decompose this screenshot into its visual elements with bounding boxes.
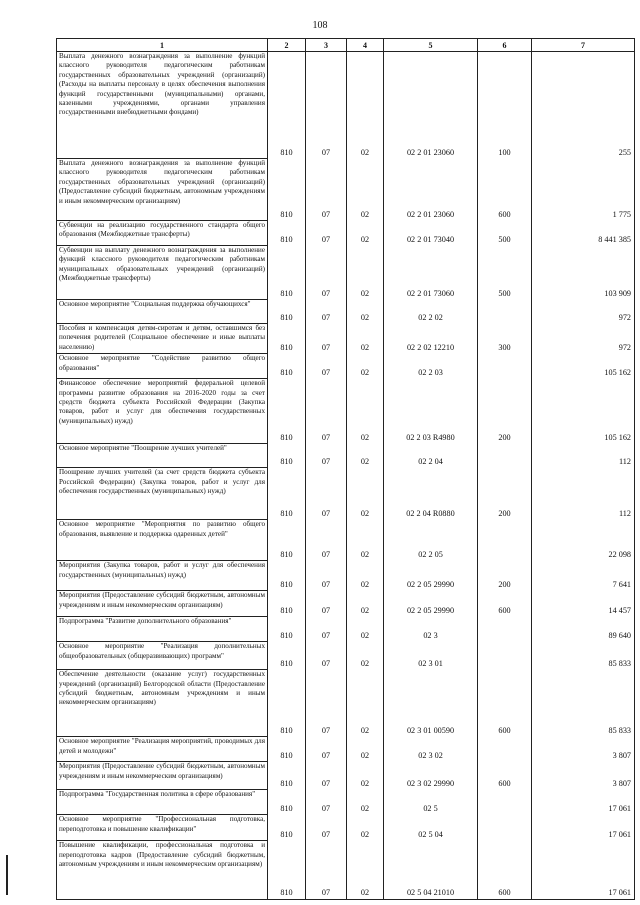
- table-body: [57, 52, 635, 900]
- row-col-7: 8 441 385: [532, 221, 635, 246]
- row-col-2: 810: [268, 444, 306, 468]
- header-col-7: 7: [532, 39, 635, 52]
- row-col-7: 3 807: [532, 737, 635, 762]
- row-col-7: 14 457: [532, 591, 635, 617]
- row-col-7: 17 061: [532, 841, 635, 900]
- row-col-5: 02 2 03: [384, 354, 478, 379]
- row-col-6: 600: [478, 841, 532, 900]
- table-row: [57, 246, 635, 300]
- header-col-6: 6: [478, 39, 532, 52]
- row-col-4: 02: [347, 737, 384, 762]
- row-col-7: 1 775: [532, 159, 635, 221]
- row-col-7: 85 833: [532, 642, 635, 670]
- row-name: Повышение квалификации, профессиональная подготовка и переподготовка кадров (Предоставление субсидий бюджетным, автономным учреждениям и иным некоммерческим организациям): [57, 841, 268, 900]
- row-col-3: 07: [306, 300, 347, 324]
- row-name: Пособия и компенсация детям-сиротам и детям, оставшимся без попечения родителей (Социальное обеспечение и иные выплаты населению): [57, 324, 268, 354]
- row-col-4: 02: [347, 520, 384, 561]
- row-col-2: 810: [268, 617, 306, 642]
- row-col-4: 02: [347, 762, 384, 790]
- row-col-4: 02: [347, 221, 384, 246]
- row-name: Основное мероприятие "Реализация мероприятий, проводимых для детей и молодежи": [57, 737, 268, 762]
- row-col-5: 02 5 04: [384, 815, 478, 841]
- row-col-7: 22 098: [532, 520, 635, 561]
- table-row: [57, 52, 635, 159]
- row-col-4: 02: [347, 617, 384, 642]
- row-col-3: 07: [306, 642, 347, 670]
- row-col-5: 02 2 04: [384, 444, 478, 468]
- row-col-6: [478, 617, 532, 642]
- row-col-6: 600: [478, 670, 532, 737]
- row-col-7: 972: [532, 324, 635, 354]
- row-name: Основное мероприятие "Мероприятия по развитию общего образования, выявление и поддержка одаренных детей": [57, 520, 268, 561]
- row-col-2: 810: [268, 354, 306, 379]
- row-col-6: 600: [478, 762, 532, 790]
- row-name: Обеспечение деятельности (оказание услуг) государственных учреждений (организаций) Белгородской области (Предоставление субсидий бюджетным, автономным учреждениям и иным некоммерческим организациям): [57, 670, 268, 737]
- table-row: [57, 591, 635, 617]
- row-name: Мероприятия (Предоставление субсидий бюджетным, автономным учреждениям и иным некоммерческим организациям): [57, 762, 268, 790]
- row-name: Выплата денежного вознаграждения за выполнение функций классного руководителя педагогическим работникам государственных образовательных учреждений (организаций) (Предоставление субсидий бюджетным, автономным учреждениям и иным некоммерческим организациям): [57, 159, 268, 221]
- row-name: Финансовое обеспечение мероприятий федеральной целевой программы развитие образования на 2016-2020 годы за счет средств бюджета субъекта Российской Федерации (Закупка товаров, работ и услуг для обеспечения государственных (муниципальных) нужд): [57, 379, 268, 444]
- row-col-7: 7 641: [532, 561, 635, 591]
- row-col-7: 112: [532, 468, 635, 520]
- row-col-4: 02: [347, 790, 384, 815]
- row-col-4: 02: [347, 670, 384, 737]
- row-name: Основное мероприятие "Поощрение лучших учителей": [57, 444, 268, 468]
- row-col-4: 02: [347, 591, 384, 617]
- row-col-7: 89 640: [532, 617, 635, 642]
- row-col-2: 810: [268, 52, 306, 159]
- table-row: [57, 354, 635, 379]
- row-col-3: 07: [306, 561, 347, 591]
- row-col-3: 07: [306, 670, 347, 737]
- row-col-2: 810: [268, 561, 306, 591]
- table-row: [57, 790, 635, 815]
- row-col-2: 810: [268, 300, 306, 324]
- row-col-6: [478, 520, 532, 561]
- row-col-3: 07: [306, 790, 347, 815]
- row-col-6: [478, 444, 532, 468]
- row-col-2: 810: [268, 159, 306, 221]
- row-col-7: 17 061: [532, 815, 635, 841]
- row-col-5: 02 3 02 29990: [384, 762, 478, 790]
- row-col-6: [478, 815, 532, 841]
- header-col-1: 1: [57, 39, 268, 52]
- header-col-5: 5: [384, 39, 478, 52]
- row-name: Основное мероприятие "Реализация дополнительных общеобразовательных (общеразвивающих) программ": [57, 642, 268, 670]
- row-col-7: 105 162: [532, 354, 635, 379]
- table-row: [57, 841, 635, 900]
- header-col-3: 3: [306, 39, 347, 52]
- row-col-3: 07: [306, 815, 347, 841]
- row-col-5: 02 3 01: [384, 642, 478, 670]
- row-name: Субвенции на выплату денежного вознаграждения за выполнение функций классного руководителя педагогическим работникам муниципальных образовательных учреждений (организаций) (Межбюджетные трансферты): [57, 246, 268, 300]
- row-col-4: 02: [347, 159, 384, 221]
- table-row: [57, 642, 635, 670]
- table-row: [57, 520, 635, 561]
- row-col-5: 02 2 01 23060: [384, 52, 478, 159]
- row-col-3: 07: [306, 520, 347, 561]
- row-col-6: 500: [478, 246, 532, 300]
- row-col-5: 02 2 02 12210: [384, 324, 478, 354]
- row-col-3: 07: [306, 468, 347, 520]
- row-col-5: 02 2 05 29990: [384, 591, 478, 617]
- row-col-6: [478, 737, 532, 762]
- budget-table: [56, 38, 635, 900]
- row-col-7: 3 807: [532, 762, 635, 790]
- row-col-3: 07: [306, 324, 347, 354]
- row-col-2: 810: [268, 246, 306, 300]
- row-col-4: 02: [347, 642, 384, 670]
- row-col-6: 100: [478, 52, 532, 159]
- row-col-3: 07: [306, 737, 347, 762]
- row-col-5: 02 5 04 21010: [384, 841, 478, 900]
- row-col-3: 07: [306, 221, 347, 246]
- row-col-4: 02: [347, 468, 384, 520]
- row-col-5: 02 3: [384, 617, 478, 642]
- row-col-5: 02 2 05 29990: [384, 561, 478, 591]
- row-name: Подпрограмма "Развитие дополнительного образования": [57, 617, 268, 642]
- row-col-7: 17 061: [532, 790, 635, 815]
- table-row: [57, 762, 635, 790]
- row-col-2: 810: [268, 762, 306, 790]
- row-col-5: 02 2 03 R4980: [384, 379, 478, 444]
- row-name: Мероприятия (Закупка товаров, работ и услуг для обеспечения государственных (муниципальных) нужд): [57, 561, 268, 591]
- row-col-5: 02 3 01 00590: [384, 670, 478, 737]
- row-name: Выплата денежного вознаграждения за выполнение функций классного руководителя педагогическим работникам государственных образовательных учреждений (организаций) (Расходы на выплаты персоналу в целях обеспечения выполнения функций государственными (муниципальными) органами, казенными учреждениями, органами управления государственными внебюджетными фондами): [57, 52, 268, 159]
- row-col-7: 105 162: [532, 379, 635, 444]
- table-row: [57, 815, 635, 841]
- row-col-4: 02: [347, 561, 384, 591]
- table-row: [57, 737, 635, 762]
- row-name: Подпрограмма "Государственная политика в сфере образования": [57, 790, 268, 815]
- row-col-7: 972: [532, 300, 635, 324]
- row-col-2: 810: [268, 324, 306, 354]
- row-col-5: 02 5: [384, 790, 478, 815]
- row-col-6: [478, 300, 532, 324]
- row-name: Мероприятия (Предоставление субсидий бюджетным, автономным учреждениям и иным некоммерческим организациям): [57, 591, 268, 617]
- row-name: Основное мероприятие "Содействие развитию общего образования": [57, 354, 268, 379]
- row-col-4: 02: [347, 354, 384, 379]
- row-col-5: 02 2 05: [384, 520, 478, 561]
- row-col-5: 02 2 01 73060: [384, 246, 478, 300]
- row-col-7: 255: [532, 52, 635, 159]
- row-col-2: 810: [268, 468, 306, 520]
- table-row: [57, 159, 635, 221]
- row-col-6: 200: [478, 468, 532, 520]
- table-row: [57, 324, 635, 354]
- table-row: [57, 300, 635, 324]
- row-col-4: 02: [347, 300, 384, 324]
- row-col-5: 02 2 01 23060: [384, 159, 478, 221]
- table-row: [57, 379, 635, 444]
- row-col-3: 07: [306, 159, 347, 221]
- row-col-7: 103 909: [532, 246, 635, 300]
- row-name: Основное мероприятие "Профессиональная подготовка, переподготовка и повышение квалификации": [57, 815, 268, 841]
- row-col-3: 07: [306, 841, 347, 900]
- row-col-3: 07: [306, 444, 347, 468]
- row-col-5: 02 2 02: [384, 300, 478, 324]
- table-row: [57, 670, 635, 737]
- row-col-6: 300: [478, 324, 532, 354]
- row-col-6: 600: [478, 591, 532, 617]
- row-col-2: 810: [268, 520, 306, 561]
- row-col-4: 02: [347, 444, 384, 468]
- header-row: [57, 39, 635, 52]
- row-col-3: 07: [306, 591, 347, 617]
- row-col-3: 07: [306, 52, 347, 159]
- row-col-6: 200: [478, 561, 532, 591]
- row-col-3: 07: [306, 617, 347, 642]
- table-row: [57, 561, 635, 591]
- header-col-2: 2: [268, 39, 306, 52]
- table-row: [57, 221, 635, 246]
- row-name: Субвенции на реализацию государственного стандарта общего образования (Межбюджетные трансферты): [57, 221, 268, 246]
- row-col-3: 07: [306, 246, 347, 300]
- table-row: [57, 444, 635, 468]
- row-col-6: [478, 354, 532, 379]
- row-col-6: 600: [478, 159, 532, 221]
- table-row: [57, 617, 635, 642]
- row-col-6: 500: [478, 221, 532, 246]
- row-col-5: 02 3 02: [384, 737, 478, 762]
- row-col-6: [478, 790, 532, 815]
- row-col-6: [478, 642, 532, 670]
- header-col-4: 4: [347, 39, 384, 52]
- row-col-6: 200: [478, 379, 532, 444]
- row-col-3: 07: [306, 354, 347, 379]
- row-col-7: 112: [532, 444, 635, 468]
- row-col-3: 07: [306, 762, 347, 790]
- row-name: Поощрение лучших учителей (за счет средств бюджета субъекта Российской Федерации) (Закупка товаров, работ и услуг для обеспечения государственных (муниципальных) нужд): [57, 468, 268, 520]
- row-col-4: 02: [347, 379, 384, 444]
- row-col-5: 02 2 04 R0880: [384, 468, 478, 520]
- row-col-3: 07: [306, 379, 347, 444]
- row-col-2: 810: [268, 379, 306, 444]
- row-col-4: 02: [347, 246, 384, 300]
- table-row: [57, 468, 635, 520]
- row-col-2: 810: [268, 790, 306, 815]
- row-col-4: 02: [347, 841, 384, 900]
- row-col-2: 810: [268, 642, 306, 670]
- row-name: Основное мероприятие "Социальная поддержка обучающихся": [57, 300, 268, 324]
- page-number: 108: [312, 20, 328, 31]
- row-col-7: 85 833: [532, 670, 635, 737]
- row-col-2: 810: [268, 221, 306, 246]
- row-col-2: 810: [268, 670, 306, 737]
- row-col-2: 810: [268, 737, 306, 762]
- row-col-4: 02: [347, 815, 384, 841]
- row-col-4: 02: [347, 52, 384, 159]
- binding-mark: [6, 855, 8, 895]
- row-col-2: 810: [268, 815, 306, 841]
- row-col-2: 810: [268, 591, 306, 617]
- row-col-4: 02: [347, 324, 384, 354]
- row-col-2: 810: [268, 841, 306, 900]
- row-col-5: 02 2 01 73040: [384, 221, 478, 246]
